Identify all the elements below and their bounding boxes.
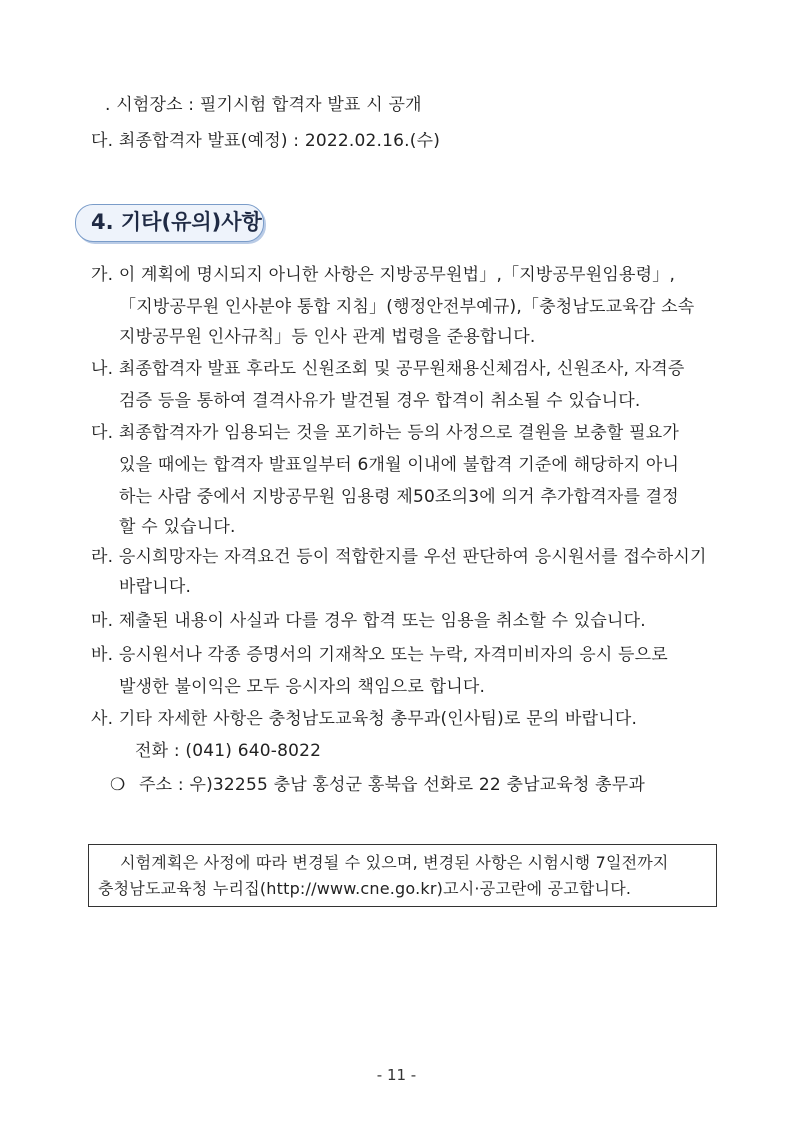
circle-bullet-icon: ❍	[110, 775, 126, 795]
page-number: - 11 -	[376, 1066, 417, 1084]
section-heading: 4. 기타(유의)사항	[91, 210, 262, 234]
item-ba-line-1: 바. 응시원서나 각종 증명서의 기재착오 또는 누락, 자격미비자의 응시 등으로	[91, 645, 668, 665]
item-ra-line-1: 라. 응시희망자는 자격요건 등이 적합한지를 우선 판단하여 응시원서를 접수하시기	[91, 547, 707, 567]
item-na-line-1: 나. 최종합격자 발표 후라도 신원조회 및 공무원채용신체검사, 신원조사, 자격증	[91, 359, 685, 379]
item-sa-line-1: 사. 기타 자세한 사항은 충청남도교육청 총무과(인사팀)로 문의 바랍니다.	[91, 709, 638, 729]
item-da-line-1: 다. 최종합격자가 임용되는 것을 포기하는 등의 사정으로 결원을 보충할 필요가	[91, 423, 679, 443]
item-ga-line-1: 가. 이 계획에 명시되지 아니한 사항은 지방공무원법」,「지방공무원임용령」,	[91, 265, 676, 285]
contact-address: 주소 : 우)32255 충남 홍성군 홍북읍 선화로 22 충남교육청 총무과	[139, 775, 646, 795]
item-da-line-4: 할 수 있습니다.	[119, 517, 236, 537]
contact-phone: 전화 : (041) 640-8022	[135, 741, 322, 761]
item-ba-line-2: 발생한 불이익은 모두 응시자의 책임으로 합니다.	[119, 677, 486, 697]
notice-line-1: 시험계획은 사정에 따라 변경될 수 있으며, 변경된 사항은 시험시행 7일전까지	[120, 853, 669, 872]
item-ga-line-2: 「지방공무원 인사분야 통합 지침」(행정안전부예규),「충청남도교육감 소속	[119, 297, 695, 317]
item-da-line-3: 하는 사람 중에서 지방공무원 임용령 제50조의3에 의거 추가합격자를 결정	[119, 487, 679, 507]
final-announcement-line: 다. 최종합격자 발표(예정) : 2022.02.16.(수)	[91, 131, 441, 151]
item-ra-line-2: 바랍니다.	[119, 577, 192, 597]
notice-line-2: 충청남도교육청 누리집(http://www.cne.go.kr)고시·공고란에 공고합니다.	[98, 879, 632, 898]
item-ma-line-1: 마. 제출된 내용이 사실과 다를 경우 합격 또는 임용을 취소할 수 있습니다.	[91, 611, 646, 631]
contact-address-row	[110, 774, 645, 796]
item-na-line-2: 검증 등을 통하여 결격사유가 발견될 경우 합격이 취소될 수 있습니다.	[119, 391, 641, 411]
item-ga-line-3: 지방공무원 인사규칙」등 인사 관계 법령을 준용합니다.	[119, 327, 536, 347]
exam-place-line: . 시험장소 : 필기시험 합격자 발표 시 공개	[105, 95, 422, 115]
item-da-line-2: 있을 때에는 합격자 발표일부터 6개월 이내에 불합격 기준에 해당하지 아니	[119, 455, 680, 475]
